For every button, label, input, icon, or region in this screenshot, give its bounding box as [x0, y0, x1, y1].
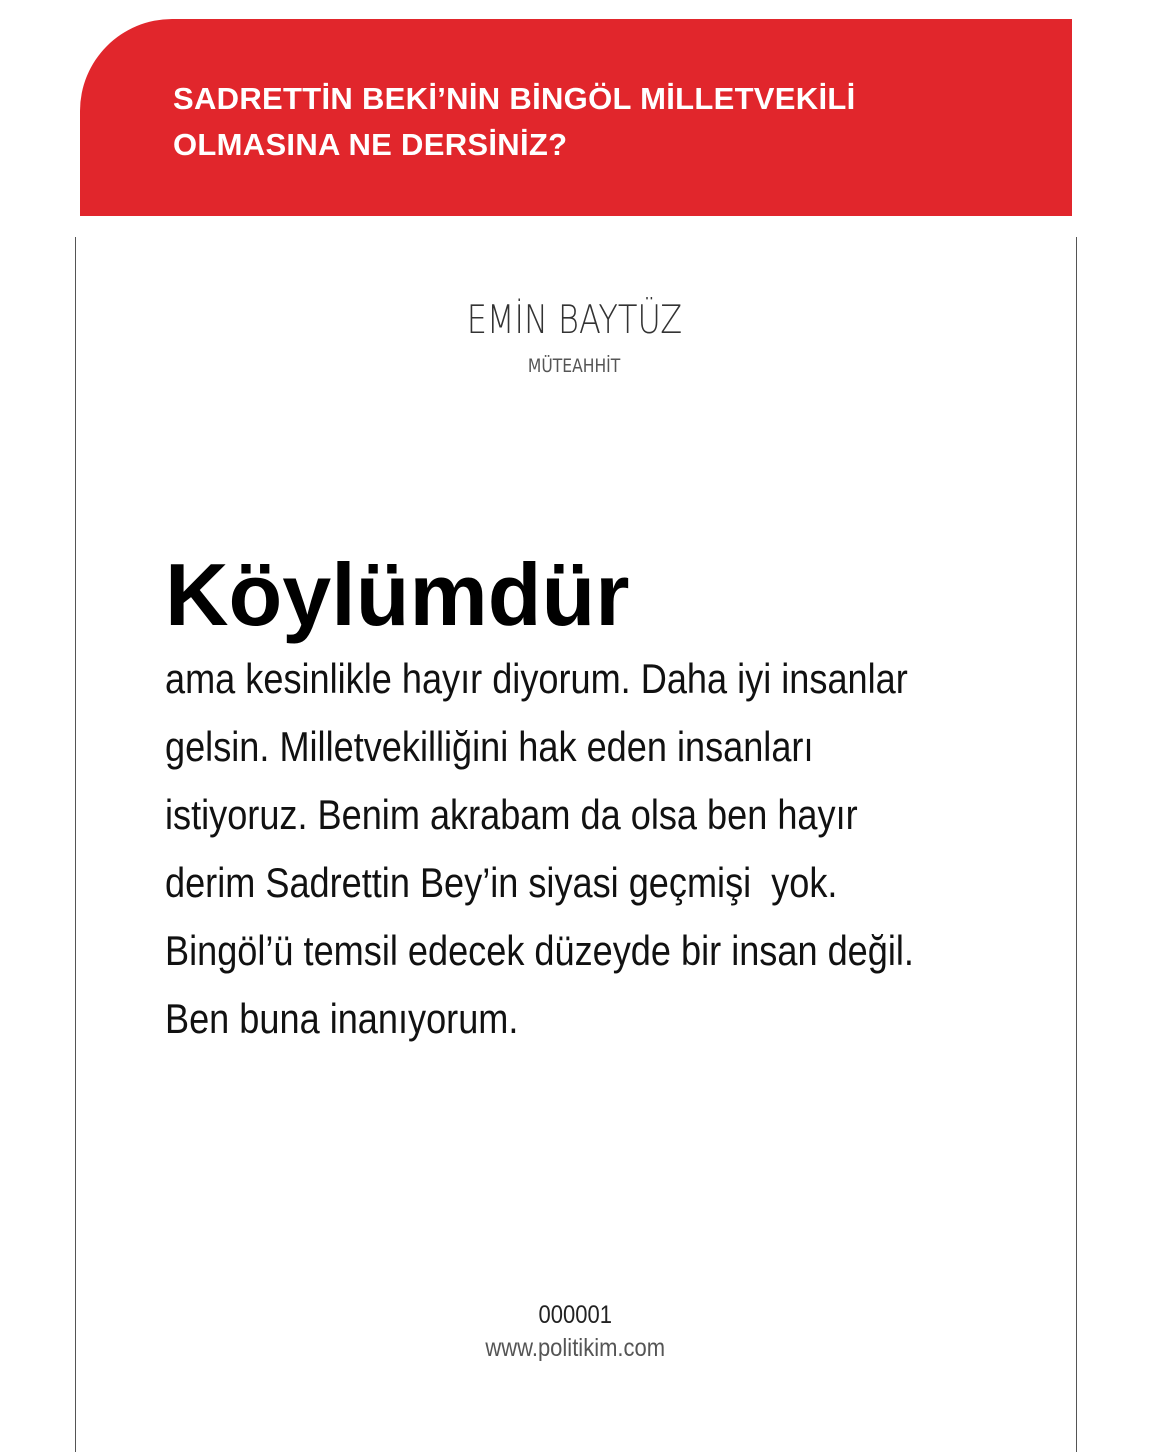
- respondent-occupation: MÜTEAHHİT: [527, 355, 621, 377]
- left-border-rule: [75, 237, 76, 1452]
- survey-question: [173, 76, 1033, 168]
- document-number: 000001: [538, 1301, 612, 1329]
- answer-line: istiyoruz. Benim akrabam da olsa ben hayır: [165, 791, 858, 838]
- answer-line: ama kesinlikle hayır diyorum. Daha iyi insanlar: [165, 655, 908, 702]
- answer-body: [165, 645, 1025, 1053]
- answer-line: Ben buna inanıyorum.: [165, 995, 519, 1042]
- answer-headline: Köylümdür: [165, 545, 630, 644]
- answer-line: derim Sadrettin Bey’in siyasi geçmişi yok.: [165, 859, 838, 906]
- website-url: www.politikim.com: [485, 1334, 666, 1362]
- question-line-2: OLMASINA NE DERSİNİZ?: [173, 127, 568, 162]
- right-border-rule: [1076, 237, 1077, 1452]
- answer-line: gelsin. Milletvekilliğini hak eden insanları: [165, 723, 814, 770]
- answer-line: Bingöl’ü temsil edecek düzeyde bir insan değil.: [165, 927, 914, 974]
- question-line-1: SADRETTİN BEKİ’NİN BİNGÖL MİLLETVEKİLİ: [173, 81, 856, 116]
- respondent-name: EMİN BAYTÜZ: [466, 298, 683, 343]
